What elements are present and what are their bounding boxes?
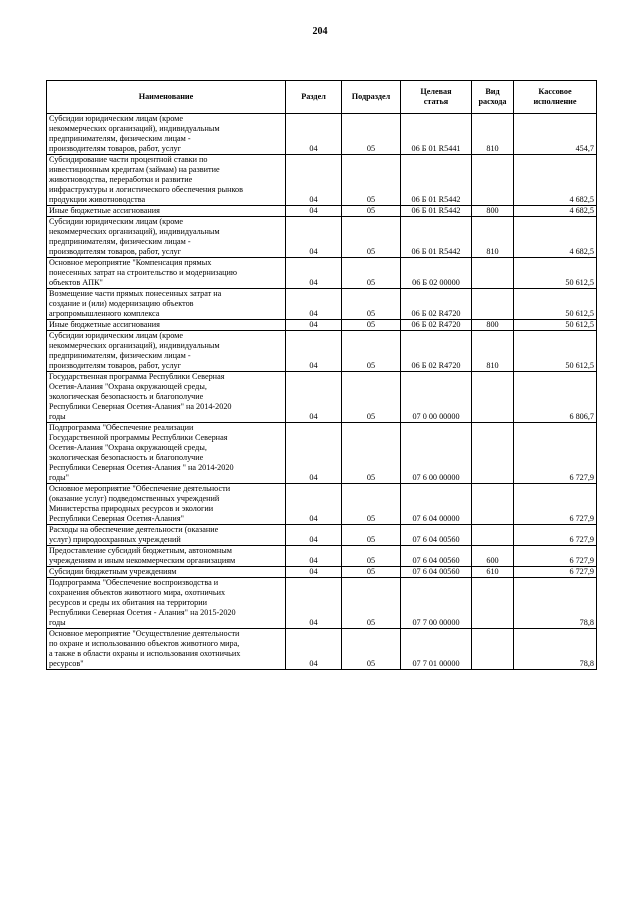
header-target: Целевая статья [401, 81, 472, 114]
row-subsection: 05 [342, 423, 401, 484]
row-subsection: 05 [342, 331, 401, 372]
row-kind [472, 423, 514, 484]
row-kind [472, 372, 514, 423]
table-row [47, 484, 597, 525]
row-kind [472, 525, 514, 546]
row-name: Субсидирование части процентной ставки по инвестиционным кредитам (займам) на развитие животноводства, переработки и развитие инфраструктуры и логистического обеспечения рынков продукции животноводства [47, 155, 286, 206]
row-name: Возмещение части прямых понесенных затрат на создание и (или) модернизацию объектов агропромышленного комплекса [47, 289, 286, 320]
row-target: 06 Б 01 R5441 [401, 114, 472, 155]
row-name: Субсидии юридическим лицам (кроме некоммерческих организаций), индивидуальным предпринимателям, физическим лицам - производителям товаров, работ, услуг [47, 217, 286, 258]
row-subsection: 05 [342, 258, 401, 289]
row-amount: 50 612,5 [514, 258, 597, 289]
table-row [47, 217, 597, 258]
header-amount: Кассовое исполнение [514, 81, 597, 114]
row-name: Основное мероприятие "Осуществление деятельности по охране и использованию объектов животного мира, а также в области охраны и использования охотничьих ресурсов" [47, 629, 286, 670]
table-row [47, 546, 597, 567]
row-target: 06 Б 01 R5442 [401, 217, 472, 258]
table-row [47, 114, 597, 155]
table-row [47, 331, 597, 372]
row-kind: 610 [472, 567, 514, 578]
row-section: 04 [286, 331, 342, 372]
row-section: 04 [286, 206, 342, 217]
row-name: Субсидии юридическим лицам (кроме некоммерческих организаций), индивидуальным предпринимателям, физическим лицам - производителям товаров, работ, услуг [47, 331, 286, 372]
row-kind [472, 289, 514, 320]
row-amount: 6 727,9 [514, 484, 597, 525]
row-target: 07 6 04 00560 [401, 525, 472, 546]
table-row [47, 578, 597, 629]
row-kind [472, 155, 514, 206]
row-section: 04 [286, 423, 342, 484]
row-subsection: 05 [342, 372, 401, 423]
row-section: 04 [286, 217, 342, 258]
row-amount: 78,8 [514, 629, 597, 670]
table-row [47, 258, 597, 289]
row-kind [472, 258, 514, 289]
row-name: Основное мероприятие "Компенсация прямых понесенных затрат на строительство и модернизацию объектов АПК" [47, 258, 286, 289]
row-name: Иные бюджетные ассигнования [47, 206, 286, 217]
row-amount: 4 682,5 [514, 217, 597, 258]
row-target: 07 6 04 00560 [401, 546, 472, 567]
row-kind [472, 578, 514, 629]
row-name: Подпрограмма "Обеспечение реализации Государственной программы Республики Северная Осетия-Алания "Охрана окружающей среды, экологическая безопасность и благополучие Республики Северная Осетия-Алания " на 2014-2020 годы" [47, 423, 286, 484]
row-amount: 6 727,9 [514, 423, 597, 484]
row-subsection: 05 [342, 567, 401, 578]
row-subsection: 05 [342, 289, 401, 320]
row-target: 06 Б 01 R5442 [401, 206, 472, 217]
row-target: 06 Б 02 R4720 [401, 320, 472, 331]
row-section: 04 [286, 289, 342, 320]
table-row [47, 629, 597, 670]
row-subsection: 05 [342, 578, 401, 629]
row-subsection: 05 [342, 155, 401, 206]
table-row [47, 372, 597, 423]
row-kind [472, 629, 514, 670]
row-kind: 600 [472, 546, 514, 567]
row-name: Основное мероприятие "Обеспечение деятельности (оказание услуг) подведомственных учреждений Министерства природных ресурсов и экологии Республики Северная Осетия-Алания" [47, 484, 286, 525]
header-name: Наименование [47, 81, 286, 114]
row-section: 04 [286, 546, 342, 567]
header-subsection: Подраздел [342, 81, 401, 114]
row-target: 06 Б 01 R5442 [401, 155, 472, 206]
row-target: 06 Б 02 R4720 [401, 289, 472, 320]
row-amount: 6 727,9 [514, 567, 597, 578]
row-section: 04 [286, 320, 342, 331]
row-kind: 800 [472, 320, 514, 331]
row-subsection: 05 [342, 320, 401, 331]
row-name: Государственная программа Республики Северная Осетия-Алания "Охрана окружающей среды, экологическая безопасность и благополучие Республики Северная Осетия-Алания" на 2014-2020 годы [47, 372, 286, 423]
row-subsection: 05 [342, 525, 401, 546]
row-amount: 50 612,5 [514, 289, 597, 320]
table-row [47, 206, 597, 217]
row-target: 07 7 01 00000 [401, 629, 472, 670]
row-amount: 4 682,5 [514, 155, 597, 206]
row-subsection: 05 [342, 546, 401, 567]
table-header-row [47, 81, 597, 114]
row-name: Расходы на обеспечение деятельности (оказание услуг) природоохранных учреждений [47, 525, 286, 546]
table-row [47, 525, 597, 546]
row-amount: 6 806,7 [514, 372, 597, 423]
row-section: 04 [286, 258, 342, 289]
row-kind [472, 484, 514, 525]
row-section: 04 [286, 578, 342, 629]
row-name: Иные бюджетные ассигнования [47, 320, 286, 331]
row-subsection: 05 [342, 629, 401, 670]
budget-table [46, 80, 597, 670]
row-section: 04 [286, 372, 342, 423]
row-section: 04 [286, 629, 342, 670]
table-row [47, 567, 597, 578]
row-kind: 800 [472, 206, 514, 217]
row-target: 07 6 00 00000 [401, 423, 472, 484]
row-section: 04 [286, 114, 342, 155]
row-amount: 6 727,9 [514, 546, 597, 567]
row-section: 04 [286, 484, 342, 525]
row-target: 07 0 00 00000 [401, 372, 472, 423]
row-amount: 454,7 [514, 114, 597, 155]
table-row [47, 155, 597, 206]
row-name: Предоставление субсидий бюджетным, автономным учреждениям и иным некоммерческим организациям [47, 546, 286, 567]
row-name: Субсидии юридическим лицам (кроме некоммерческих организаций), индивидуальным предпринимателям, физическим лицам - производителям товаров, работ, услуг [47, 114, 286, 155]
row-subsection: 05 [342, 114, 401, 155]
row-subsection: 05 [342, 484, 401, 525]
row-amount: 4 682,5 [514, 206, 597, 217]
row-name: Субсидии бюджетным учреждениям [47, 567, 286, 578]
table-row [47, 423, 597, 484]
row-name: Подпрограмма "Обеспечение воспроизводства и сохранения объектов животного мира, охотничьих ресурсов и среды их обитания на территории Республики Северная Осетия - Алания" на 2015-2020 годы [47, 578, 286, 629]
row-kind: 810 [472, 217, 514, 258]
row-target: 06 Б 02 R4720 [401, 331, 472, 372]
header-section: Раздел [286, 81, 342, 114]
row-amount: 6 727,9 [514, 525, 597, 546]
row-section: 04 [286, 525, 342, 546]
row-section: 04 [286, 567, 342, 578]
row-target: 07 7 00 00000 [401, 578, 472, 629]
row-amount: 50 612,5 [514, 320, 597, 331]
row-kind: 810 [472, 114, 514, 155]
row-section: 04 [286, 155, 342, 206]
table-row [47, 289, 597, 320]
row-target: 06 Б 02 00000 [401, 258, 472, 289]
table-body [47, 114, 597, 670]
row-amount: 78,8 [514, 578, 597, 629]
row-target: 07 6 04 00560 [401, 567, 472, 578]
table-row [47, 320, 597, 331]
row-kind: 810 [472, 331, 514, 372]
row-subsection: 05 [342, 217, 401, 258]
row-target: 07 6 04 00000 [401, 484, 472, 525]
page-number: 204 [312, 26, 328, 37]
row-subsection: 05 [342, 206, 401, 217]
header-kind: Вид расхода [472, 81, 514, 114]
row-amount: 50 612,5 [514, 331, 597, 372]
